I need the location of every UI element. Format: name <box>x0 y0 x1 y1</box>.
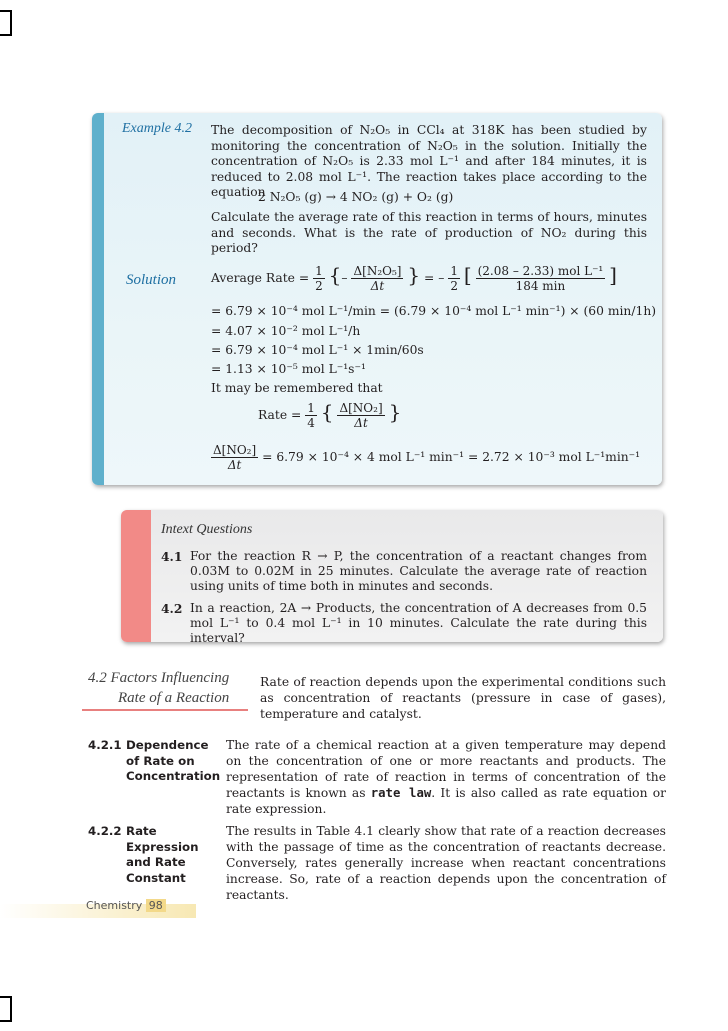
example-stripe <box>92 113 104 485</box>
subsection-number-2: 4.2.2 <box>88 824 122 838</box>
solution-line-1: = 6.79 × 10⁻⁴ mol L⁻¹/min = (6.79 × 10⁻⁴ mol L⁻¹ min⁻¹) × (60 min/1h) <box>211 304 657 318</box>
intext-stripe <box>121 510 151 642</box>
solution-line-4: = 1.13 × 10⁻⁵ mol L⁻¹s⁻¹ <box>211 362 366 376</box>
subsection-title-2: Rate Expression and Rate Constant <box>126 824 199 885</box>
example-equation: 2 N₂O₅ (g) → 4 NO₂ (g) + O₂ (g) <box>258 190 454 204</box>
fraction-final-delta-no2: $\frac{\text{Δ[NO₂]}}{\Delta t}$ <box>213 443 257 472</box>
rate-law-term: rate law <box>370 786 432 800</box>
footer <box>86 899 166 912</box>
final-rate-expression: $\frac{\text{Δ[NO₂]}}{\Delta t}$ = 6.79 × 10⁻⁴ × 4 mol L⁻¹ min⁻¹ = 2.72 × 10⁻³ mol L⁻¹min⁻¹ <box>213 443 641 472</box>
solution-line-2: = 4.07 × 10⁻² mol L⁻¹/h <box>211 324 361 338</box>
footer-subject: Chemistry <box>86 899 143 912</box>
fraction-quarter: $\frac{1}{4}$ <box>307 401 315 430</box>
question-text-1: For the reaction R → P, the concentration of a reactant changes from 0.03M to 0.02M in 25 minutes. Calculate the average rate of reaction using units of time both in minutes and seconds. <box>190 549 647 593</box>
subsection-text-1: The rate of a chemical reaction at a given temperature may depend on the concentration of one or more reactants and products. The representation of rate of reaction in terms of concentration of the reactants is known as rate law. It is also called as rate equation or rate expression. <box>226 738 666 816</box>
solution-label: Solution <box>126 272 177 288</box>
example-question: Calculate the average rate of this reaction in terms of hours, minutes and seconds. What is the rate of production of NO₂ during this period? <box>211 210 647 255</box>
rate-expression: Rate = $\frac{1}{4}$ { $\frac{\text{Δ[NO₂]}}{\Delta t}$ } <box>258 400 402 430</box>
section-heading-underline <box>82 709 248 711</box>
question-number-1: 4.1 <box>161 549 183 564</box>
remember-text: It may be remembered that <box>211 381 383 395</box>
subsection-title-1: Dependence of Rate on Concentration <box>126 738 221 783</box>
intext-title: Intext Questions <box>161 522 253 537</box>
example-paragraph: The decomposition of N₂O₅ in CCl₄ at 318K has been studied by monitoring the concentration of N₂O₅ in the solution. Initially the concentration of N₂O₅ is 2.33 mol L⁻¹ and after 184 minutes, it is reduced to 2.08 mol L⁻¹. The reaction takes place according to the equation <box>211 123 647 199</box>
subsection-text-2: The results in Table 4.1 clearly show that rate of a reaction decreases with the passage of time as the concentration of reactants decrease. Conversely, rates generally increase when reactant concentrations increase. So, rate of a reaction depends upon the concentration of reactants. <box>226 824 666 902</box>
average-rate-label: Average Rate = <box>211 271 310 285</box>
subsection-number-1: 4.2.1 <box>88 738 122 752</box>
fraction-half-1: $\frac{1}{2}$ <box>315 264 323 293</box>
solution-line-3: = 6.79 × 10⁻⁴ mol L⁻¹ × 1min/60s <box>211 343 424 357</box>
fraction-half-2: $\frac{1}{2}$ <box>450 264 458 293</box>
crop-mark-top <box>0 10 12 36</box>
section-heading: 4.2 Factors Influencing Rate of a Reaction <box>88 670 230 706</box>
fraction-delta-n2o5: $\frac{\text{Δ[N₂O₅]}}{\Delta t}$ <box>353 264 402 293</box>
question-number-2: 4.2 <box>161 601 183 616</box>
fraction-concentration-change: $\frac{\text{(2.08 – 2.33) mol L⁻¹}}{184 \min}$ <box>477 264 604 293</box>
section-intro-text: Rate of reaction depends upon the experimental conditions such as concentration of reactants (pressure in case of gases), temperature and catalyst. <box>260 675 666 721</box>
page-number: 98 <box>146 899 166 912</box>
fraction-delta-no2: $\frac{\text{Δ[NO₂]}}{\Delta t}$ <box>339 401 383 430</box>
average-rate-expression: Average Rate = $\frac{1}{2}$ {– $\frac{\text{Δ[N₂O₅]}}{\Delta t}$ } = – $\frac{1}{2}$ [ $\frac{\text{(2.08 – 2.33) mol L⁻¹}}{184 \min}$ ] <box>211 263 617 293</box>
question-text-2: In a reaction, 2A → Products, the concentration of A decreases from 0.5 mol L⁻¹ to 0.4 mol L⁻¹ in 10 minutes. Calculate the rate during this interval? <box>190 601 647 645</box>
example-label: Example 4.2 <box>122 121 192 136</box>
crop-mark-bottom <box>0 996 12 1022</box>
